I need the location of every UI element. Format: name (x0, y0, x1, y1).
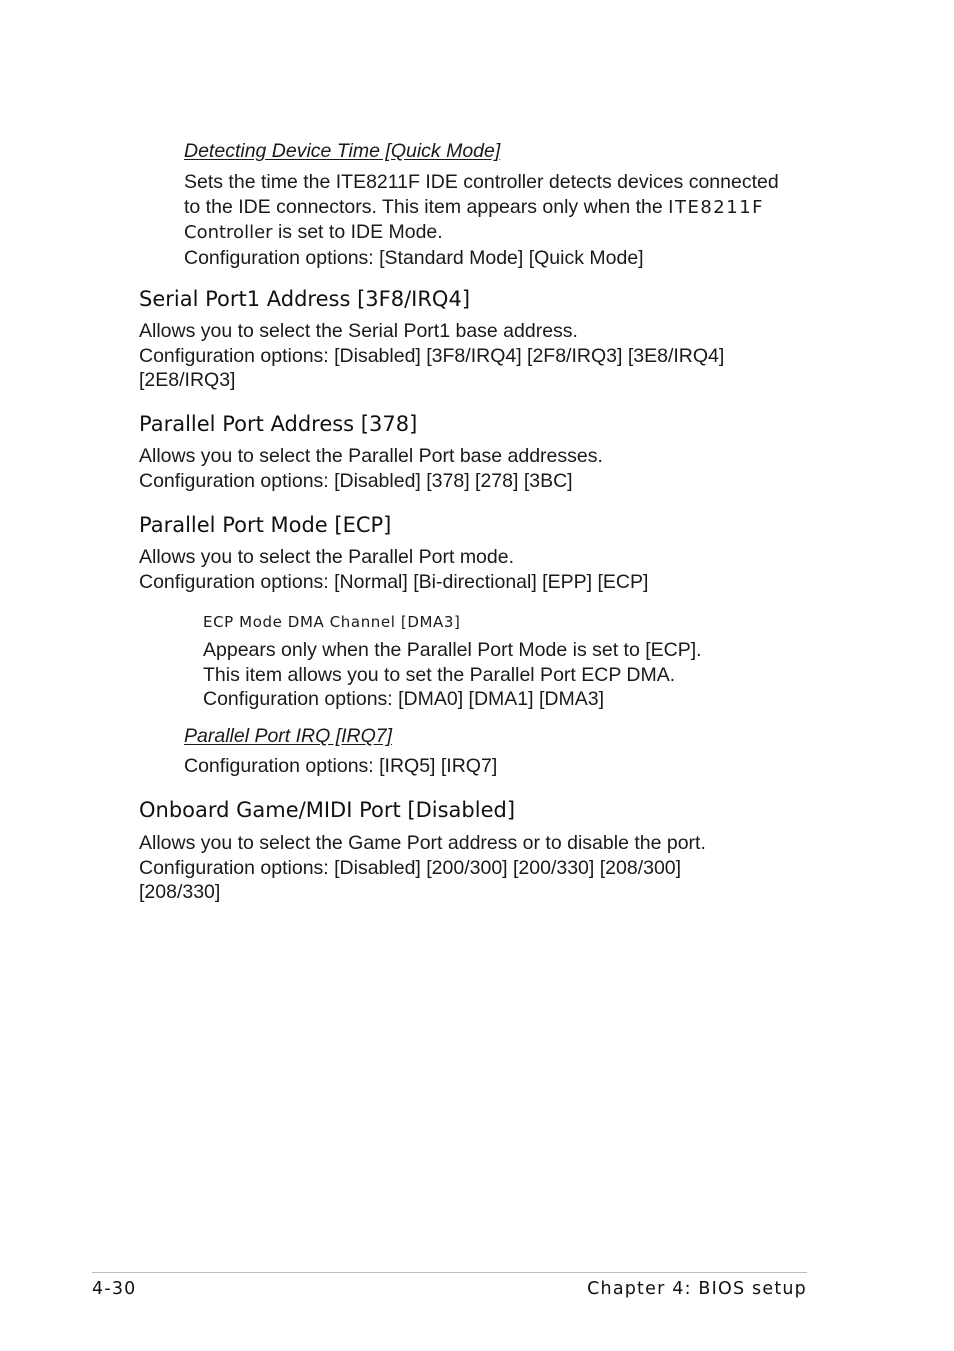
parallel-address-description (139, 444, 603, 493)
game-port-heading: Onboard Game/MIDI Port [Disabled] (139, 798, 516, 822)
parallel-mode-line: Configuration options: [Normal] [Bi-directional] [EPP] [ECP] (139, 570, 649, 593)
game-port-description (139, 831, 706, 905)
parallel-address-line: Allows you to select the Parallel Port base addresses. (139, 445, 603, 467)
parallel-mode-line: Allows you to select the Parallel Port mode. (139, 546, 515, 568)
parallel-mode-heading: Parallel Port Mode [ECP] (139, 513, 392, 537)
game-port-line: Allows you to select the Game Port address or to disable the port. (139, 832, 706, 854)
detect-time-description (184, 170, 779, 270)
detect-line-3-text: is set to IDE Mode. (272, 221, 443, 243)
ecp-dma-heading: ECP Mode DMA Channel [DMA3] (203, 613, 461, 631)
game-port-line: [208/330] (139, 881, 221, 903)
controller-label-a: ITE8211F (668, 196, 764, 218)
parallel-address-line: Configuration options: [Disabled] [378] [278] [3BC] (139, 469, 573, 492)
serial-port-description (139, 319, 724, 393)
serial-port-heading: Serial Port1 Address [3F8/IRQ4] (139, 287, 471, 311)
game-port-line: Configuration options: [Disabled] [200/300] [200/330] [208/300] (139, 856, 682, 879)
parallel-address-heading: Parallel Port Address [378] (139, 412, 418, 436)
serial-line: Allows you to select the Serial Port1 base address. (139, 320, 578, 342)
detect-line-2 (184, 195, 779, 221)
detect-line-1: Sets the time the ITE8211F IDE controller detects devices connected (184, 171, 779, 193)
footer-divider (92, 1272, 807, 1273)
detect-line-2-text: to the IDE connectors. This item appears only when the (184, 195, 669, 218)
ecp-dma-line: Appears only when the Parallel Port Mode is set to [ECP]. (203, 639, 702, 661)
ecp-dma-line: This item allows you to set the Parallel Port ECP DMA. (203, 663, 676, 686)
parallel-irq-description (184, 754, 497, 779)
parallel-irq-line: Configuration options: [IRQ5] [IRQ7] (184, 755, 498, 777)
ecp-dma-line: Configuration options: [DMA0] [DMA1] [DMA3] (203, 688, 604, 710)
serial-line: Configuration options: [Disabled] [3F8/IRQ4] [2F8/IRQ3] [3E8/IRQ4] (139, 344, 725, 367)
ecp-dma-description (203, 638, 702, 712)
detect-line-3 (184, 220, 779, 246)
detect-time-title: Detecting Device Time [Quick Mode] (184, 140, 501, 162)
detect-line-4: Configuration options: [Standard Mode] [Quick Mode] (184, 246, 644, 269)
controller-label-b: Controller (184, 222, 273, 243)
chapter-label: Chapter 4: BIOS setup (587, 1279, 807, 1299)
parallel-irq-title: Parallel Port IRQ [IRQ7] (184, 725, 393, 747)
page-number: 4-30 (92, 1279, 137, 1299)
serial-line: [2E8/IRQ3] (139, 369, 236, 391)
parallel-mode-description (139, 545, 648, 594)
